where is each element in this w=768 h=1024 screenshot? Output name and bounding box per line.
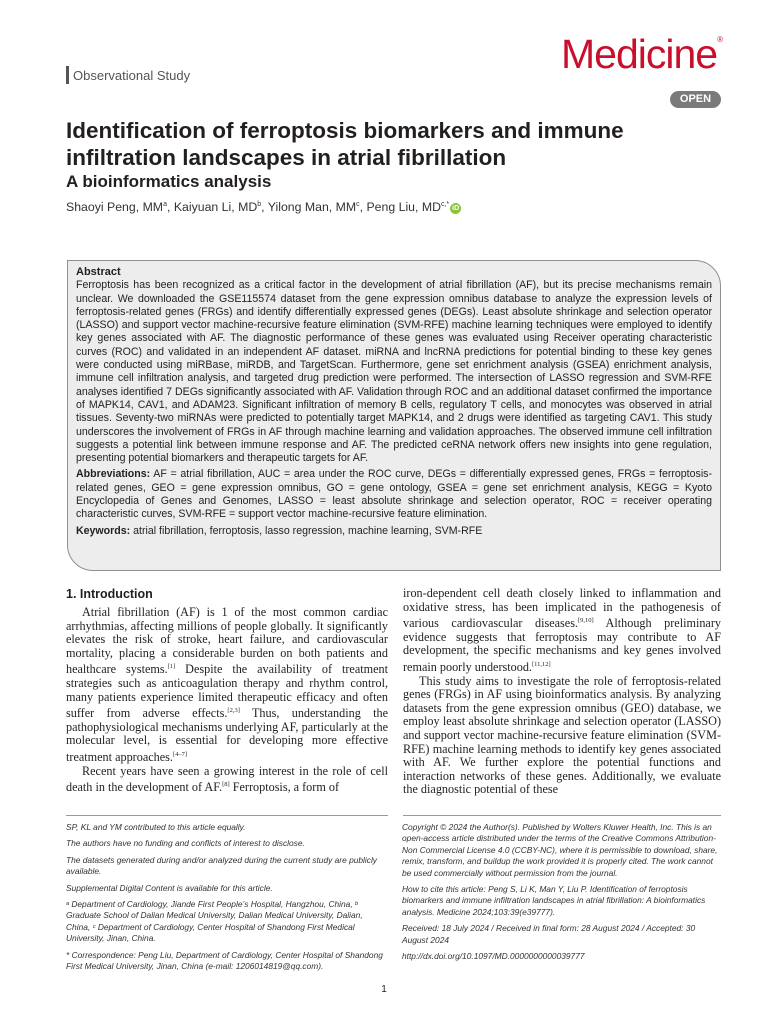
paragraph-text: Atrial fibrillation (AF) is 1 of the most common cardiac arrhythmias, affecting millions of people globally. It significantly elevates the risk of stroke, heart failure, and cardiovascular mortality, placing a considerable burden on both patients and healthcare systems. [66,605,388,677]
section-heading-introduction: 1. Introduction [66,587,153,601]
doi-link[interactable]: http://dx.doi.org/10.1097/MD.0000000000039777 [402,951,585,962]
received-dates: Received: 18 July 2024 / Received in final form: 28 August 2024 / Accepted: 30 August 2024 [402,923,696,945]
intro-paragraph [66,765,388,795]
citation-link[interactable]: [2,3] [227,707,240,715]
author-name[interactable]: Peng Liu, MD [366,200,441,214]
paragraph-text: Despite the availability of treatment strategies such as anticoagulation therapy and rhythm control, many patients experience limited therapeutic efficacy and often suffer from adverse effects. [66,662,388,721]
abbreviations [76,468,712,521]
abstract-box [67,260,721,571]
footnote: The datasets generated during and/or analyzed during the current study are publicly available. [66,854,377,877]
article-title: Identification of ferroptosis biomarkers and immune infiltration landscapes in atrial fibrillation [66,118,624,170]
page-number: 1 [381,984,387,995]
author-affiliation: c [356,200,360,208]
author-affiliation: c,* [440,200,450,208]
footnote: SP, KL and YM contributed to this article equally. [66,822,246,832]
citation-link[interactable]: [1] [167,663,176,671]
abbreviations-label: Abbreviations: [76,468,151,481]
section-text: Observational Study [73,67,191,83]
section-bar [66,66,69,84]
footnote-correspondence: * Correspondence: Peng Liu, Department of Cardiology, Center Hospital of Shandong First Medical University, Jinan, China (e-mail: 1206014819@qq.com). [66,949,383,972]
intro-paragraph [403,587,721,675]
intro-paragraph [66,606,388,765]
footnotes-right [402,822,720,967]
abbreviations-text: AF = atrial fibrillation, AUC = area under the ROC curve, DEGs = differentially expressed genes, FRGs = ferroptosis-related genes, GEO = gene expression omnibus, GO = gene ontology, GSEA = gene set enrichment analysis, KEGG = Kyoto Encyclopedia of Genes and Genomes, LASSO = least absolute shrinkage and selection operator, ROC = receiver operating characteristic curves, SVM-RFE = support vector machine-recursive feature elimination. [76,468,712,521]
intro-paragraph: This study aims to investigate the role of ferroptosis-related genes (FRGs) in AF using bioinformatics analysis. By analyzing datasets from the gene expression omnibus (GEO) database, we employ least absolute shrinkage and selection operator (LASSO) and support vector machine-recursive feature elimination (SVM-RFE) machine learning methods to identify key genes associated with AF. We further explore the potential functions and interaction networks of these genes. Additionally, we evaluate the diagnostic potential of these [403,673,721,797]
citation-link[interactable]: [8] [222,781,230,789]
section-label [66,66,190,84]
citation-link[interactable]: [11,12] [531,661,551,669]
author-name[interactable]: Yilong Man, MM [267,200,357,214]
footnote-divider [403,815,721,816]
citation-link[interactable]: [4–7] [172,751,188,759]
footnote-affiliations: ᵃ Department of Cardiology, Jiande First People’s Hospital, Hangzhou, China, ᵇ Graduate School of Dalian Medical University, Dalian Medical University, Dalian, China, ᶜ Department of Cardiology, Center Hospital of Shandong First Medical University, Jinan, China. [66,899,363,944]
paragraph-text: iron-dependent cell death closely linked to inflammation and oxidative stress, has been implicated in the pathogenesis of various cardiovascular diseases. [403,586,721,631]
footnotes-left [66,822,384,977]
paragraph-text: Thus, understanding the pathophysiological mechanisms underlying AF, particularly at the molecular level, is essential for developing more effective treatment approaches. [66,706,388,765]
footnote: Supplemental Digital Content is available for this article. [66,882,273,893]
article-subtitle: A bioinformatics analysis [66,172,272,191]
copyright-notice: Copyright © 2024 the Author(s). Published by Wolters Kluwer Health, Inc. This is an open-access article distributed under the terms of the Creative Commons Attribution-Non Commercial License 4.0 (CCBY-NC), where it is permissible to download, share, remix, transform, and buildup the work provided it is properly cited. The work cannot be used commercially without permission from the journal. [402,822,718,878]
abstract-heading: Abstract [76,266,121,278]
footnote: The authors have no funding and conflicts of interest to disclose. [66,838,305,849]
author-affiliation: a [163,200,167,208]
keywords-text: atrial fibrillation, ferroptosis, lasso regression, machine learning, SVM-RFE [130,524,483,537]
open-access-badge: OPEN [670,91,721,108]
footnote-divider [66,815,388,816]
author-name[interactable]: Kaiyuan Li, MD [173,200,258,214]
body-column-right [403,587,721,797]
keywords [76,525,712,538]
journal-name: Medicine [561,31,718,77]
journal-logo [561,31,722,77]
paragraph-text: Although preliminary evidence suggests that ferroptosis may contribute to AF development, the specific mechanisms and key genes involved remain poorly understood. [403,616,721,675]
registered-mark: ® [717,35,722,44]
citation-link[interactable]: [9,10] [577,617,594,625]
author-affiliation: b [257,200,262,208]
author-name[interactable]: Shaoyi Peng, MM [66,200,164,214]
citation-note: How to cite this article: Peng S, Li K, Man Y, Liu P. Identification of ferroptosis biomarkers and immune infiltration landscapes in atrial fibrillation: A bioinformatics analysis. Medicine 2024;103:39(e39777). [402,884,706,917]
paragraph-text: Recent years have seen a growing interest in the role of cell death in the development of AF. [66,763,388,795]
author-list: Shaoyi Peng, $MM^a$, Kaiyuan Li, $MD^b$, Yilong Man, $MM^c$, Peng Liu, $MD^{c,*}iD$ [66,200,460,214]
orcid-icon[interactable]: iD [452,205,460,212]
keywords-label: Keywords: [76,524,131,537]
paragraph-text: Ferroptosis, a form of [229,780,340,795]
body-column-left [66,606,388,795]
abstract-text: Ferroptosis has been recognized as a critical factor in the development of atrial fibrillation (AF), but its precise mechanisms remain unclear. We downloaded the GSE115574 dataset from the gene expression omnibus database to analyze the expression levels of ferroptosis-related genes (FRGs) and identify differentially expressed genes (DEGs). Least absolute shrinkage and selection operator (LASSO) and support vector machine-recursive feature elimination (SVM-RFE) machine learning techniques were employed to identify key genes associated with AF. The diagnostic performance of these genes was evaluated using Receiver operating characteristic curves (ROC) and validated in an independent AF dataset. miRNA and lncRNA predictions for potential binding to these key genes were conducted using miRBase, miRDB, and TargetScan. Furthermore, gene set enrichment analysis (GSEA) enrichment analysis, immune cell infiltration analysis, and targeted drug prediction were performed. The intersection of LASSO regression and SVM-RFE analyses identified 7 DEGs significantly associated with AF. Validation through ROC and an additional dataset confirmed the importance of MAPK14, CAV1, and ADAM23. Significant infiltration of memory B cells, regulatory T cells, and monocytes was observed in atrial tissues. Seventy-two miRNAs were predicted to potentially target MAPK14, and 2 drugs were identified as targeting CAV1. This study underscores the involvement of FRGs in AF through machine learning and validation approaches. The observed immune cell infiltration suggests a potential link between immune response and AF. The predicted ceRNA network offers new insights into gene regulation, presenting potential biomarkers and therapeutic targets for AF. [76,279,712,465]
